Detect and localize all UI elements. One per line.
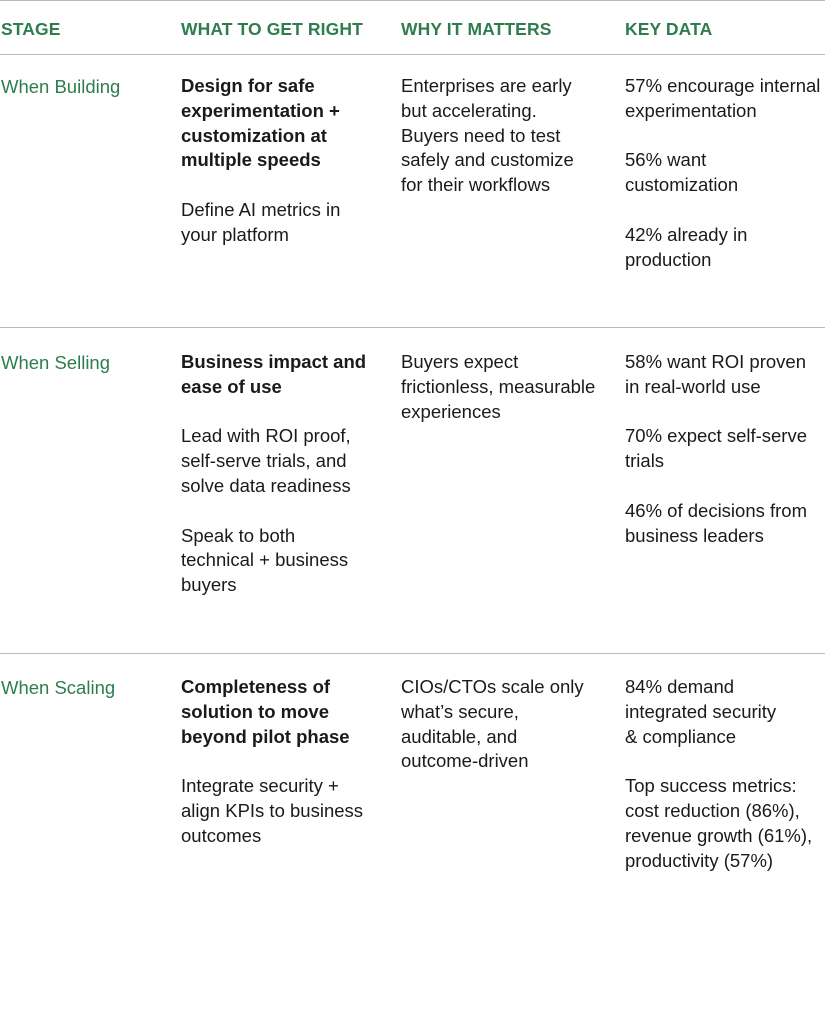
why-it-matters-cell (401, 675, 611, 774)
text-line: trials (625, 450, 665, 472)
text-line: for their workflows (401, 174, 551, 196)
key-data-stat (625, 774, 825, 873)
text-line: Enterprises are early (401, 75, 572, 96)
text-line: beyond pilot phase (181, 725, 350, 747)
row-divider (0, 327, 825, 328)
what-to-get-right-cell (181, 74, 381, 248)
key-data-cell (625, 350, 825, 548)
text-line: your platform (181, 223, 289, 245)
text-line: solve data readiness (181, 474, 351, 496)
text-line: experiences (401, 400, 501, 422)
text-line: Buyers need to test (401, 124, 561, 146)
text-line: safely and customize (401, 149, 574, 171)
text-line: 56% want (625, 149, 707, 171)
text-line: customization (625, 174, 739, 196)
text-line: & compliance (625, 725, 737, 747)
text-line: 57% encourage internal (625, 75, 821, 96)
text-line: Integrate security + (181, 775, 339, 797)
text-line: 46% of decisions from (625, 499, 808, 521)
text-line: ease of use (181, 375, 282, 397)
text-line: outcome-driven (401, 750, 529, 772)
table-top-rule (0, 0, 825, 1)
column-header-what-to-get-right: WHAT TO GET RIGHT (181, 19, 363, 39)
why-it-matters-cell (401, 350, 611, 424)
text-line: Design for safe (181, 75, 315, 96)
what-to-get-right-detail (181, 774, 381, 848)
text-line: multiple speeds (181, 149, 321, 171)
stage-label-building: When Building (1, 76, 121, 97)
key-data-cell (625, 74, 825, 272)
text-line: experimentation (625, 99, 757, 121)
text-line: what’s secure, (401, 700, 519, 722)
text-line: outcomes (181, 824, 262, 846)
what-to-get-right-heading (181, 675, 381, 749)
text-line: 84% demand (625, 676, 735, 697)
text-line: auditable, and (401, 725, 518, 747)
what-to-get-right-detail (181, 424, 381, 498)
text-line: self-serve trials, and (181, 450, 347, 472)
row-divider (0, 653, 825, 654)
key-data-stat (625, 424, 825, 474)
what-to-get-right-detail (181, 524, 381, 598)
why-it-matters-cell (401, 74, 611, 198)
column-header-why-it-matters: WHY IT MATTERS (401, 19, 552, 39)
key-data-stat (625, 350, 825, 400)
text-line: 42% already in (625, 223, 748, 245)
text-line: Completeness of (181, 676, 331, 697)
text-line: production (625, 248, 712, 270)
text-line: but accelerating. (401, 99, 537, 121)
text-line: Top success metrics: (625, 775, 797, 797)
what-to-get-right-cell (181, 675, 381, 849)
key-data-stat (625, 223, 825, 273)
text-line: technical + business (181, 549, 349, 571)
header-rule (0, 54, 825, 55)
text-line: business leaders (625, 524, 764, 546)
text-line: align KPIs to business (181, 799, 364, 821)
stage-label-scaling: When Scaling (1, 677, 116, 698)
text-line: integrated security (625, 700, 777, 722)
text-line: Business impact and (181, 351, 367, 372)
what-to-get-right-cell (181, 350, 381, 598)
what-to-get-right-heading (181, 350, 381, 400)
text-line: productivity (57%) (625, 849, 774, 871)
text-line: in real-world use (625, 375, 761, 397)
key-data-stat (625, 74, 825, 124)
column-header-key-data: KEY DATA (625, 19, 713, 39)
text-line: revenue growth (61%), (625, 824, 813, 846)
text-line: customization at (181, 124, 327, 146)
text-line: Speak to both (181, 524, 296, 546)
key-data-stat (625, 499, 825, 549)
text-line: frictionless, measurable (401, 375, 596, 397)
text-line: cost reduction (86%), (625, 799, 800, 821)
key-data-cell (625, 675, 825, 873)
text-line: 70% expect self-serve (625, 425, 808, 447)
text-line: Define AI metrics in (181, 198, 341, 220)
key-data-stat (625, 675, 825, 749)
text-line: Buyers expect (401, 351, 519, 372)
text-line: CIOs/CTOs scale only (401, 676, 584, 697)
column-header-stage: STAGE (1, 19, 61, 39)
text-line: 58% want ROI proven (625, 351, 806, 372)
stage-label-selling: When Selling (1, 352, 111, 373)
what-to-get-right-detail (181, 198, 381, 248)
key-data-stat (625, 148, 825, 198)
text-line: experimentation + (181, 99, 340, 121)
text-line: solution to move (181, 700, 329, 722)
text-line: buyers (181, 574, 237, 596)
text-line: Lead with ROI proof, (181, 425, 351, 447)
what-to-get-right-heading (181, 74, 381, 173)
